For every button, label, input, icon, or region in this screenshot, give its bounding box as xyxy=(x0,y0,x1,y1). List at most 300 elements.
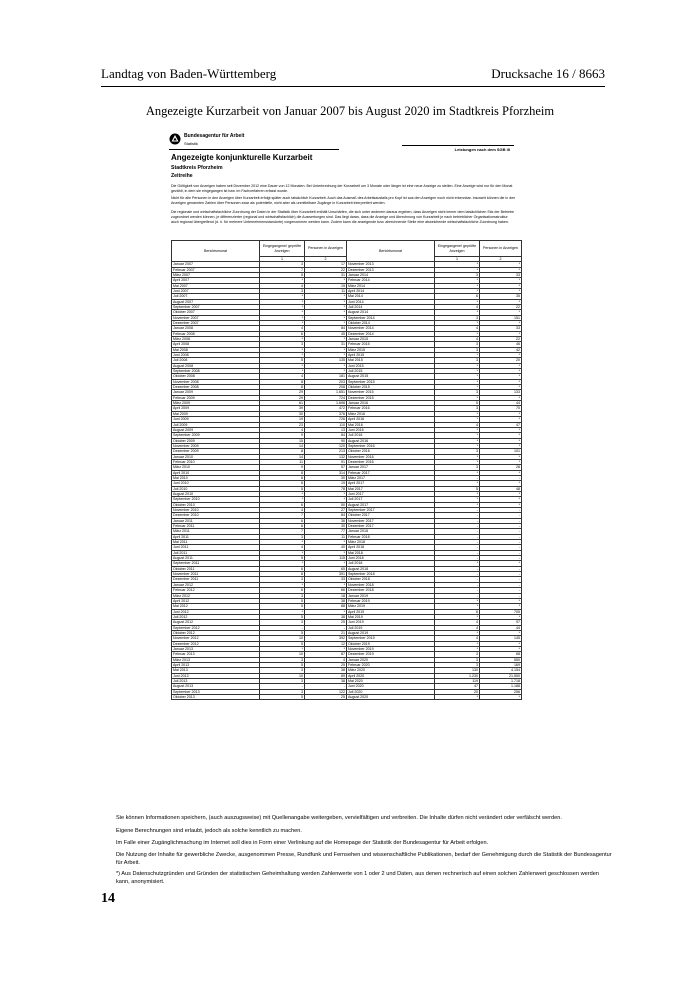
month-cell: März 2020 xyxy=(347,668,435,673)
persons-cell: * xyxy=(480,320,522,325)
reports-cell: 4 xyxy=(435,620,480,625)
reports-cell: 10 xyxy=(260,636,305,641)
reports-cell: 3 xyxy=(435,315,480,320)
reports-cell: * xyxy=(260,497,305,502)
month-cell: August 2015 xyxy=(347,374,435,379)
persons-cell: 33 xyxy=(480,326,522,331)
reports-cell: * xyxy=(260,320,305,325)
reports-cell: 119 xyxy=(435,679,480,684)
reports-cell: 61 xyxy=(260,401,305,406)
persons-cell: 256 xyxy=(480,689,522,694)
reports-cell: * xyxy=(260,491,305,496)
column-number-reports: 1 xyxy=(435,257,480,262)
month-cell: August 2017 xyxy=(347,502,435,507)
reports-cell: 3 xyxy=(260,689,305,694)
persons-cell: * xyxy=(480,454,522,459)
month-cell: Oktober 2017 xyxy=(347,513,435,518)
persons-cell: 91 xyxy=(305,459,347,464)
reports-cell: * xyxy=(260,609,305,614)
reports-cell: 5 xyxy=(260,272,305,277)
reports-cell: * xyxy=(435,374,480,379)
reports-cell: 3 xyxy=(435,406,480,411)
reports-cell: * xyxy=(435,454,480,459)
month-cell: Juni 2013 xyxy=(172,673,260,678)
month-cell: Juli 2008 xyxy=(172,358,260,363)
reports-cell: 4 xyxy=(260,326,305,331)
persons-cell: - xyxy=(480,566,522,571)
month-cell: Juli 2017 xyxy=(347,497,435,502)
month-cell: April 2017 xyxy=(347,481,435,486)
month-cell: Oktober 2015 xyxy=(347,385,435,390)
reports-cell: * xyxy=(435,262,480,267)
month-cell: Juli 2019 xyxy=(347,625,435,630)
persons-cell: 84 xyxy=(305,326,347,331)
reports-cell: 6 xyxy=(260,331,305,336)
month-cell: November 2008 xyxy=(172,379,260,384)
month-cell: März 2013 xyxy=(172,657,260,662)
month-cell: Dezember 2013 xyxy=(347,267,435,272)
reports-cell: - xyxy=(435,566,480,571)
month-cell: September 2015 xyxy=(347,379,435,384)
report-region: Stadtkreis Pforzheim xyxy=(171,165,223,171)
persons-cell: * xyxy=(480,331,522,336)
reports-cell: 4 xyxy=(435,304,480,309)
reports-cell: - xyxy=(435,550,480,555)
month-cell: Dezember 2017 xyxy=(347,524,435,529)
persons-cell: * xyxy=(480,502,522,507)
reports-cell: 4 xyxy=(435,422,480,427)
month-cell: November 2013 xyxy=(347,262,435,267)
month-cell: September 2010 xyxy=(172,497,260,502)
persons-cell: * xyxy=(480,491,522,496)
persons-cell: 21.550 xyxy=(480,673,522,678)
reports-cell: 3 xyxy=(435,342,480,347)
reports-cell: * xyxy=(260,369,305,374)
persons-cell: * xyxy=(480,604,522,609)
month-cell: Juli 2018 xyxy=(347,561,435,566)
reports-cell: * xyxy=(435,320,480,325)
persons-cell: 472 xyxy=(305,406,347,411)
persons-cell: 27 xyxy=(305,508,347,513)
header-parliament: Landtag von Baden-Württemberg xyxy=(101,66,277,81)
month-cell: Juli 2012 xyxy=(172,614,260,619)
month-cell: April 2011 xyxy=(172,534,260,539)
reports-cell: * xyxy=(435,497,480,502)
persons-cell: 40 xyxy=(305,545,347,550)
table-body xyxy=(347,262,522,700)
persons-cell: 213 xyxy=(305,449,347,454)
document-title: Angezeigte Kurzarbeit von Januar 2007 bis August 2020 im Stadtkreis Pforzheim xyxy=(145,104,555,118)
month-cell: April 2012 xyxy=(172,598,260,603)
table-left xyxy=(171,240,347,700)
month-cell: September 2018 xyxy=(347,572,435,577)
persons-cell: 203 xyxy=(305,379,347,384)
reports-cell: * xyxy=(260,337,305,342)
reports-cell: 10 xyxy=(260,652,305,657)
month-cell: Juli 2010 xyxy=(172,486,260,491)
reports-cell: - xyxy=(435,534,480,539)
reports-cell: * xyxy=(260,294,305,299)
month-cell: August 2019 xyxy=(347,630,435,635)
reports-cell: - xyxy=(435,524,480,529)
month-cell: Januar 2015 xyxy=(347,337,435,342)
persons-cell: 77 xyxy=(305,529,347,534)
month-cell: November 2009 xyxy=(172,443,260,448)
persons-cell: * xyxy=(480,646,522,651)
month-cell: Januar 2017 xyxy=(347,465,435,470)
reports-cell: * xyxy=(260,304,305,309)
reports-cell: 6 xyxy=(260,566,305,571)
reports-cell: - xyxy=(260,625,305,630)
month-cell: Februar 2020 xyxy=(347,662,435,667)
month-cell: November 2015 xyxy=(347,390,435,395)
month-cell: November 2014 xyxy=(347,326,435,331)
reports-cell: * xyxy=(435,369,480,374)
month-cell: Januar 2011 xyxy=(172,518,260,523)
month-cell: Mai 2019 xyxy=(347,614,435,619)
reports-cell: 7 xyxy=(260,513,305,518)
reports-cell: 11 xyxy=(260,459,305,464)
persons-cell: 550 xyxy=(480,657,522,662)
reports-cell: * xyxy=(435,379,480,384)
persons-cell: 169 xyxy=(480,662,522,667)
month-cell: Juni 2016 xyxy=(347,427,435,432)
persons-cell: * xyxy=(305,369,347,374)
report-series: Zeitreihe xyxy=(171,173,193,179)
reports-cell: 30 xyxy=(260,411,305,416)
persons-cell: * xyxy=(480,614,522,619)
persons-cell: * xyxy=(480,310,522,315)
persons-cell: * xyxy=(480,427,522,432)
persons-cell: * xyxy=(480,630,522,635)
month-cell: Mai 2020 xyxy=(347,679,435,684)
persons-cell: - xyxy=(480,582,522,587)
persons-cell: * xyxy=(480,438,522,443)
month-cell: Februar 2012 xyxy=(172,588,260,593)
reports-cell: * xyxy=(260,363,305,368)
persons-cell: * xyxy=(480,288,522,293)
persons-cell: 36 xyxy=(305,518,347,523)
persons-cell: - xyxy=(480,508,522,513)
month-cell: Juni 2008 xyxy=(172,353,260,358)
month-cell: September 2012 xyxy=(172,625,260,630)
reports-cell: * xyxy=(435,299,480,304)
column-number-persons: 2 xyxy=(480,257,522,262)
month-cell: November 2018 xyxy=(347,582,435,587)
persons-cell: - xyxy=(480,556,522,561)
month-cell: Juni 2009 xyxy=(172,417,260,422)
reports-cell: 8 xyxy=(260,449,305,454)
persons-cell: 11 xyxy=(305,288,347,293)
reports-cell: * xyxy=(435,502,480,507)
month-cell: Juli 2013 xyxy=(172,679,260,684)
month-cell: Oktober 2010 xyxy=(172,502,260,507)
persons-cell: 57 xyxy=(305,465,347,470)
month-cell: April 2019 xyxy=(347,609,435,614)
reports-cell: 47 xyxy=(435,684,480,689)
month-cell: September 2011 xyxy=(172,561,260,566)
header-divider xyxy=(101,86,605,87)
persons-cell: 21 xyxy=(305,630,347,635)
month-cell: Februar 2015 xyxy=(347,342,435,347)
persons-cell: 25 xyxy=(305,695,347,700)
persons-cell: 19 xyxy=(305,481,347,486)
persons-cell: 151 xyxy=(480,315,522,320)
persons-cell: 78 xyxy=(305,486,347,491)
month-cell: April 2007 xyxy=(172,278,260,283)
month-cell: Juni 2011 xyxy=(172,545,260,550)
report-title: Angezeigte konjunkturelle Kurzarbeit xyxy=(171,153,313,162)
reports-cell: 6 xyxy=(435,609,480,614)
persons-cell: 42 xyxy=(480,347,522,352)
month-cell: April 2009 xyxy=(172,406,260,411)
persons-cell: 724 xyxy=(305,395,347,400)
month-cell: Februar 2018 xyxy=(347,534,435,539)
month-cell: August 2013 xyxy=(172,684,260,689)
persons-cell: 65 xyxy=(305,566,347,571)
month-cell: März 2015 xyxy=(347,347,435,352)
reports-cell: 3 xyxy=(435,390,480,395)
reports-cell: 3 xyxy=(435,449,480,454)
month-cell: August 2011 xyxy=(172,556,260,561)
reports-cell: 10 xyxy=(260,673,305,678)
month-cell: September 2013 xyxy=(172,689,260,694)
reports-cell: 4 xyxy=(435,337,480,342)
persons-cell: 133 xyxy=(480,390,522,395)
persons-cell: - xyxy=(480,524,522,529)
persons-cell: 145 xyxy=(480,636,522,641)
table-row xyxy=(347,695,522,700)
reports-cell: 5 xyxy=(260,695,305,700)
persons-cell: * xyxy=(480,459,522,464)
reports-cell: 4 xyxy=(260,545,305,550)
reports-cell: * xyxy=(435,310,480,315)
agency-divider xyxy=(169,149,339,150)
persons-cell: * xyxy=(480,299,522,304)
persons-cell: 97 xyxy=(480,620,522,625)
header-document-number: Drucksache 16 / 8663 xyxy=(491,66,605,81)
persons-cell: 48 xyxy=(480,486,522,491)
reports-cell: 8 xyxy=(260,572,305,577)
persons-cell: 1.718 xyxy=(480,679,522,684)
persons-cell: 314 xyxy=(305,470,347,475)
persons-cell: * xyxy=(305,353,347,358)
month-cell: August 2016 xyxy=(347,438,435,443)
month-cell: November 2017 xyxy=(347,518,435,523)
month-cell: Juli 2015 xyxy=(347,369,435,374)
persons-cell: - xyxy=(480,529,522,534)
reports-cell: * xyxy=(435,630,480,635)
month-cell: August 2012 xyxy=(172,620,260,625)
reports-cell: 3 xyxy=(435,347,480,352)
reports-cell: - xyxy=(435,513,480,518)
footer-note: Eigene Berechnungen sind erlaubt, jedoch als solche kenntlich zu machen. xyxy=(116,828,302,834)
persons-cell: * xyxy=(305,320,347,325)
report-note: Die regionale und wirtschaftsfachliche Zuordnung der Daten in der Statistik über Kurzarbeit enthält Unschärfen, die sich unter anderem daraus ergeben, dass Anzeigen nicht immer dem tatsächlichen Sitz der Betriebe zugeordnet werden können, je differenzierter (regional und wirtschaftsfachlich) die Auswertungen sind. Das liegt daran, dass die Anzeige und Abrechnung von Kurzarbeit je nach betrieblicher Organisationsstruktur auch regional übergreifend (d. h. für mehrere Unternehmensstandorte) vorgenommen werden kann. Zudem kann die anzeigende bzw. abrechnende Stelle eine abweichende wirtschaftsfachliche Zuordnung haben. xyxy=(171,210,514,224)
persons-cell: * xyxy=(480,369,522,374)
reports-cell: 5 xyxy=(260,604,305,609)
persons-cell: * xyxy=(480,470,522,475)
month-cell: Januar 2009 xyxy=(172,390,260,395)
month-cell: Februar 2016 xyxy=(347,406,435,411)
month-cell: Juli 2016 xyxy=(347,433,435,438)
month-cell: Mai 2010 xyxy=(172,475,260,480)
reports-cell: * xyxy=(435,427,480,432)
column-header-reports: Eingegangene/ geprüfte Anzeigen xyxy=(260,241,305,257)
month-cell: März 2010 xyxy=(172,465,260,470)
persons-cell: 31 xyxy=(305,342,347,347)
month-cell: März 2016 xyxy=(347,411,435,416)
persons-cell: 1.651 xyxy=(305,390,347,395)
reports-cell: - xyxy=(435,545,480,550)
month-cell: November 2010 xyxy=(172,508,260,513)
month-cell: Oktober 2013 xyxy=(172,695,260,700)
persons-cell: 19 xyxy=(305,283,347,288)
reports-cell: * xyxy=(260,299,305,304)
month-cell: Februar 2007 xyxy=(172,267,260,272)
reports-cell: * xyxy=(435,438,480,443)
persons-cell: * xyxy=(480,267,522,272)
reports-cell: * xyxy=(435,385,480,390)
month-cell: Mai 2007 xyxy=(172,283,260,288)
month-cell: Februar 2009 xyxy=(172,395,260,400)
persons-cell: * xyxy=(480,374,522,379)
month-cell: Mai 2014 xyxy=(347,294,435,299)
month-cell: September 2019 xyxy=(347,636,435,641)
month-cell: Mai 2013 xyxy=(172,668,260,673)
persons-cell: 50 xyxy=(305,502,347,507)
reports-cell: * xyxy=(260,550,305,555)
month-cell: August 2007 xyxy=(172,299,260,304)
reports-cell: 3 xyxy=(260,593,305,598)
persons-cell: - xyxy=(480,588,522,593)
persons-cell: 38 xyxy=(305,614,347,619)
persons-cell: 120 xyxy=(305,443,347,448)
persons-cell: * xyxy=(305,299,347,304)
reports-cell: 4 xyxy=(435,636,480,641)
reports-cell: * xyxy=(435,395,480,400)
persons-cell: 38 xyxy=(305,679,347,684)
persons-cell: 22 xyxy=(480,337,522,342)
persons-cell: - xyxy=(480,577,522,582)
footer-note: *) Aus Datenschutzgründen und Gründen der statistischen Geheimhaltung werden Zahlenwerte von 1 oder 2 und Daten, aus denen rechnerisch auf einen solchen Zahlenwert geschlossen werden kann, anonymisiert. xyxy=(116,871,599,885)
reports-cell: 5 xyxy=(260,556,305,561)
month-cell: März 2012 xyxy=(172,593,260,598)
legal-basis-divider xyxy=(402,145,514,146)
month-cell: Dezember 2014 xyxy=(347,331,435,336)
reports-cell: - xyxy=(435,475,480,480)
persons-cell: 22 xyxy=(305,267,347,272)
persons-cell: * xyxy=(480,385,522,390)
persons-cell: 110 xyxy=(305,422,347,427)
reports-cell: 4 xyxy=(435,326,480,331)
reports-cell: - xyxy=(435,572,480,577)
column-number-reports: 1 xyxy=(260,257,305,262)
month-cell: Januar 2007 xyxy=(172,262,260,267)
persons-cell: 726 xyxy=(305,417,347,422)
persons-cell: * xyxy=(480,481,522,486)
month-cell: Juli 2007 xyxy=(172,294,260,299)
month-cell: Oktober 2012 xyxy=(172,630,260,635)
reports-cell: 3 xyxy=(260,342,305,347)
month-cell: Januar 2010 xyxy=(172,454,260,459)
reports-cell: 130 xyxy=(435,668,480,673)
month-cell: Januar 2016 xyxy=(347,401,435,406)
reports-cell: 6 xyxy=(260,524,305,529)
reports-cell: * xyxy=(260,315,305,320)
persons-cell: - xyxy=(305,625,347,630)
persons-cell: * xyxy=(305,609,347,614)
month-cell: Oktober 2009 xyxy=(172,438,260,443)
month-cell: September 2009 xyxy=(172,433,260,438)
month-cell: Februar 2010 xyxy=(172,459,260,464)
month-cell: Dezember 2016 xyxy=(347,459,435,464)
report-note: Nicht für alle Personen in den Anzeigen über Kurzarbeit erfolgt später auch tatsächlich Kurzarbeit. Auch das Ausmaß des Arbeitsausfalls pro Kopf ist aus den Anzeigen noch nicht erkennbar. Insoweit können die in den Anzeigen genannten Zahlen über Personen zwar als potentielle, nicht aber als unmittelbare Zugänge in Kurzarbeit interpretiert werden. xyxy=(171,196,516,205)
reports-cell: 5 xyxy=(260,358,305,363)
month-cell: April 2010 xyxy=(172,470,260,475)
reports-cell: 1.230 xyxy=(435,673,480,678)
persons-cell: 35 xyxy=(480,294,522,299)
month-cell: Juni 2015 xyxy=(347,363,435,368)
month-cell: Juni 2014 xyxy=(347,299,435,304)
reports-cell: * xyxy=(435,598,480,603)
reports-cell: - xyxy=(435,508,480,513)
reports-cell: - xyxy=(435,518,480,523)
reports-cell: * xyxy=(435,278,480,283)
month-cell: Dezember 2019 xyxy=(347,652,435,657)
reports-cell: 23 xyxy=(260,422,305,427)
agency-name: Bundesagentur für Arbeit xyxy=(184,133,245,139)
reports-cell: * xyxy=(435,614,480,619)
persons-cell: * xyxy=(480,395,522,400)
reports-cell: 8 xyxy=(260,379,305,384)
reports-cell: 29 xyxy=(260,395,305,400)
reports-cell: * xyxy=(435,646,480,651)
month-cell: April 2014 xyxy=(347,288,435,293)
month-cell: Mai 2015 xyxy=(347,358,435,363)
month-cell: Mai 2008 xyxy=(172,347,260,352)
table-row xyxy=(172,695,347,700)
reports-cell: 3 xyxy=(435,662,480,667)
month-cell: Juni 2019 xyxy=(347,620,435,625)
reports-cell: 3 xyxy=(260,679,305,684)
persons-cell: * xyxy=(305,347,347,352)
month-cell: Oktober 2014 xyxy=(347,320,435,325)
reports-cell: 3 xyxy=(260,668,305,673)
persons-cell: 46 xyxy=(480,342,522,347)
month-cell: Oktober 2011 xyxy=(172,566,260,571)
persons-cell: - xyxy=(480,540,522,545)
month-cell: April 2015 xyxy=(347,353,435,358)
persons-cell: - xyxy=(480,518,522,523)
reports-cell: 3 xyxy=(435,652,480,657)
persons-cell: 4.154 xyxy=(480,668,522,673)
reports-cell: 3 xyxy=(260,288,305,293)
table-body xyxy=(172,262,347,700)
agency-logo-icon xyxy=(169,133,181,145)
reports-cell: * xyxy=(435,470,480,475)
persons-cell: * xyxy=(305,304,347,309)
month-cell: Dezember 2010 xyxy=(172,513,260,518)
month-cell: März 2018 xyxy=(347,540,435,545)
month-cell: Januar 2012 xyxy=(172,582,260,587)
persons-cell: 208 xyxy=(305,385,347,390)
month-cell: April 2018 xyxy=(347,545,435,550)
persons-cell: 28 xyxy=(480,465,522,470)
persons-cell: * xyxy=(480,433,522,438)
reports-cell: * xyxy=(435,267,480,272)
persons-cell: * xyxy=(305,337,347,342)
